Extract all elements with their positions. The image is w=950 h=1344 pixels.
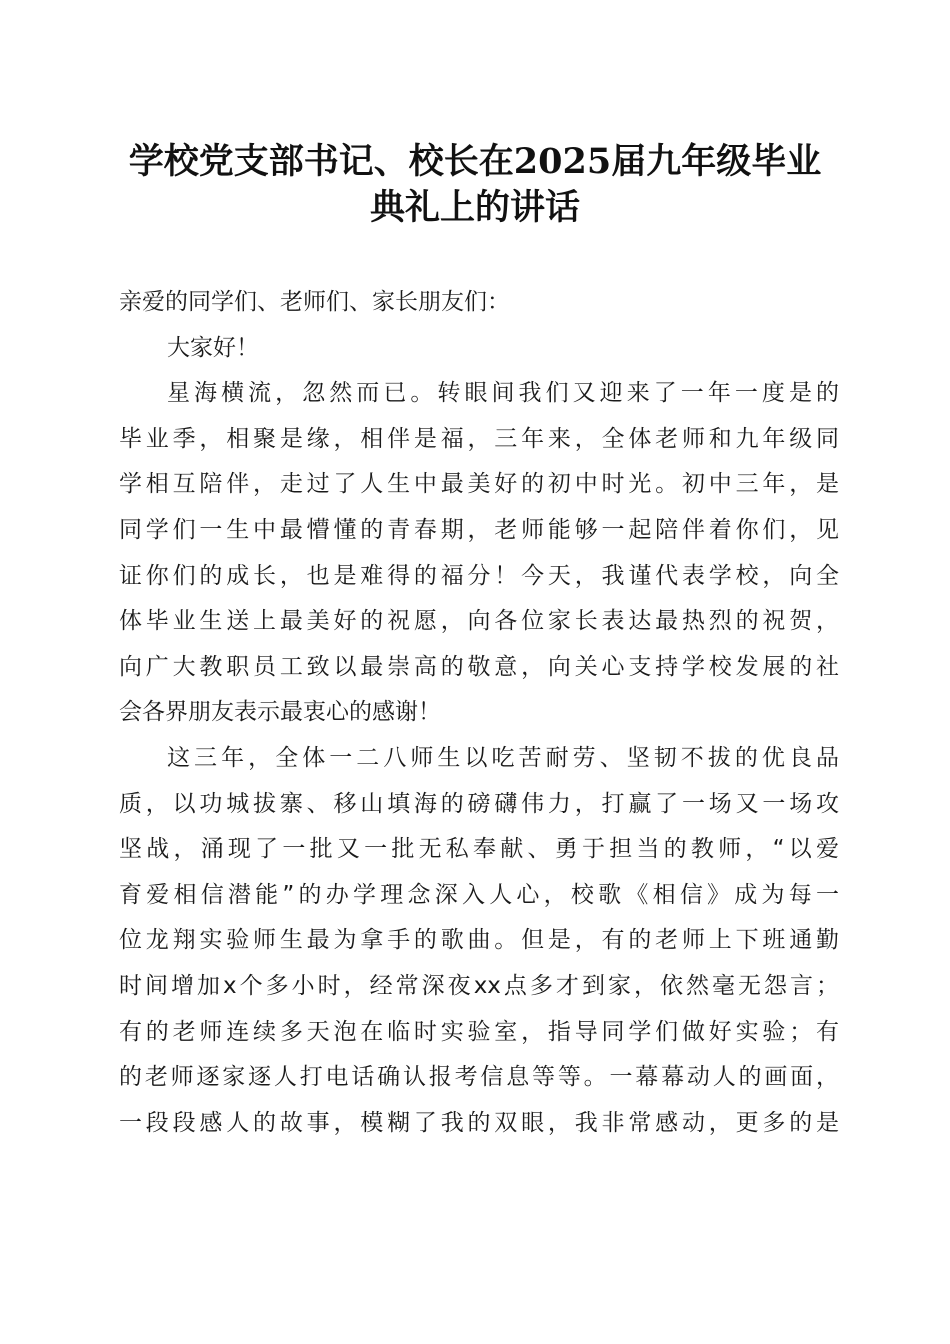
paragraph-2 xyxy=(119,736,839,1146)
greeting: 大家好！ xyxy=(167,334,259,361)
paragraph-line: 体毕业生送上最美好的祝愿，向各位家长表达最热烈的祝贺， xyxy=(119,608,839,635)
paragraph-line: 坚战，涌现了一批又一批无私奉献、勇于担当的教师，“以爱 xyxy=(119,836,839,863)
paragraph-line: 的老师逐家逐人打电话确认报考信息等等。一幕幕动人的画面， xyxy=(119,1064,839,1091)
paragraph-line: 这三年，全体一二八师生以吃苦耐劳、坚韧不拔的优良品 xyxy=(167,744,839,771)
paragraph-line: 会各界朋友表示最衷心的感谢！ xyxy=(119,699,441,726)
paragraph-line: 质，以功城拔寨、移山填海的磅礴伟力，打赢了一场又一场攻 xyxy=(119,790,839,817)
paragraph-line: 位龙翔实验师生最为拿手的歌曲。但是，有的老师上下班通勤 xyxy=(119,927,839,954)
paragraph-line: 毕业季，相聚是缘，相伴是福，三年来，全体老师和九年级同 xyxy=(119,425,839,452)
paragraph-line: 育爱相信潜能”的办学理念深入人心，校歌《相信》成为每一 xyxy=(119,881,839,908)
paragraph-1 xyxy=(119,371,839,736)
salutation: 亲爱的同学们、老师们、家长朋友们： xyxy=(119,289,510,315)
paragraph-line: 星海横流，忽然而已。转眼间我们又迎来了一年一度是的 xyxy=(167,380,839,407)
paragraph-line: 同学们一生中最懵懂的青春期，老师能够一起陪伴着你们，见 xyxy=(119,516,839,543)
document-body xyxy=(119,280,839,1146)
document-title-line-2: 典礼上的讲话 xyxy=(369,187,580,228)
paragraph-line: 学相互陪伴，走过了人生中最美好的初中时光。初中三年，是 xyxy=(119,471,839,498)
paragraph-line: 一段段感人的故事，模糊了我的双眼，我非常感动，更多的是 xyxy=(119,1109,839,1136)
paragraph-line: 有的老师连续多天泡在临时实验室，指导同学们做好实验；有 xyxy=(119,1018,839,1045)
paragraph-line: 证你们的成长，也是难得的福分！今天，我谨代表学校，向全 xyxy=(119,562,839,589)
document-title-line-1: 学校党支部书记、校长在2025届九年级毕业 xyxy=(128,141,822,182)
paragraph-line: 向广大教职员工致以最崇高的敬意，向关心支持学校发展的社 xyxy=(119,653,839,680)
paragraph-line: 时间增加x个多小时，经常深夜xx点多才到家，依然毫无怨言； xyxy=(119,972,839,999)
